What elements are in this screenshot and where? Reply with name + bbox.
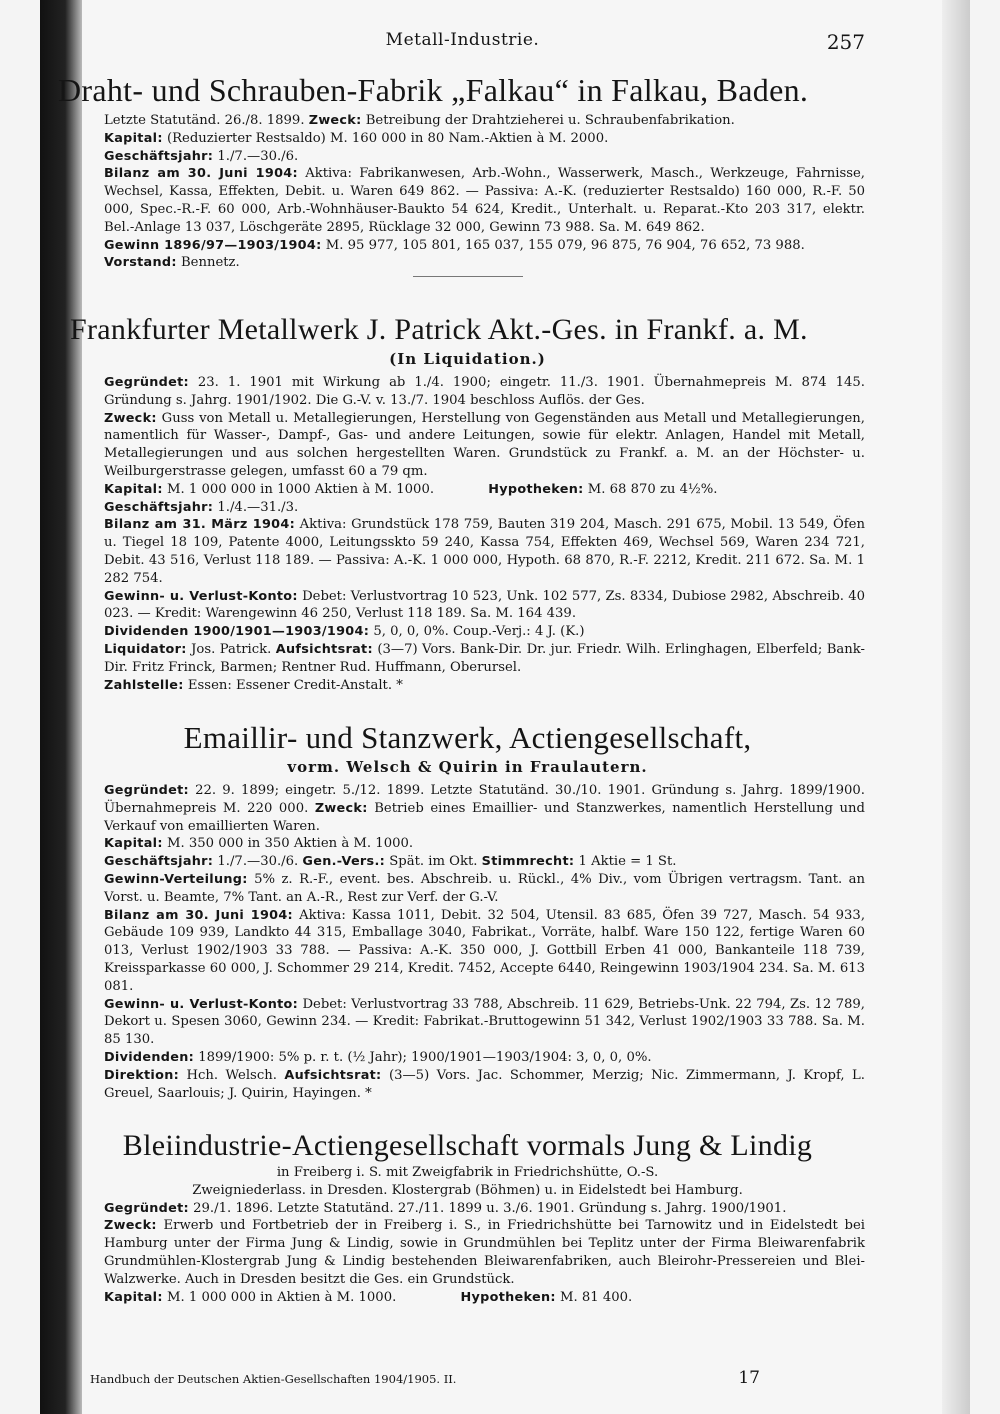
- entry-line: Gewinn 1896/97—1903/1904: M. 95 977, 105 801, 165 037, 155 079, 96 875, 76 904, 76 652, 73 988.: [104, 237, 805, 253]
- entry-line: Zahlstelle: Essen: Essener Credit-Anstalt. *: [104, 677, 403, 693]
- entry-line: Direktion: Hch. Welsch. Aufsichtsrat: (3—5) Vors. Jac. Schommer, Merzig; Nic. Zimmermann, J. Kropf, L. Greuel, Saarlouis; J. Quirin, Hayingen. *: [104, 1067, 865, 1101]
- entry-subtitle-line: in Freiberg i. S. mit Zweigfabrik in Friedrichshütte, O.-S.: [276, 1165, 659, 1180]
- entry-bleiindustrie: [70, 1128, 865, 1306]
- entry-subtitle-line: Zweigniederlass. in Dresden. Klostergrab (Böhmen) u. in Eidelstedt bei Hamburg.: [192, 1182, 743, 1198]
- entry-line: Zweck: Erwerb und Fortbetrieb der in Freiberg i. S., in Friedrichshütte bei Tarnowitz und in Eidelstedt bei Hamburg unter der Firma Jung & Lindig, sowie in Grundmühlen bei Teplitz unter der Firma Bleiwarenfabrik Grundmühlen-Klostergrab Jung & Lindig bestehenden Bleiwarenfabriken, auch Bleirohr-Pressereien und Blei-Walzwerke. Auch in Dresden besitzt die Ges. ein Grundstück.: [104, 1218, 865, 1287]
- entry-line: Gegründet: 22. 9. 1899; eingetr. 5./12. 1899. Letzte Statutänd. 30./10. 1901. Gründung s. Jahrg. 1899/1900. Übernahmepreis M. 220 000. Zweck: Betrieb eines Emaillier- und Stanzwerkes, namentlich Herstellung und Verkauf von emaillierten Waren.: [104, 783, 865, 834]
- entry-line: Geschäftsjahr: 1./7.—30./6.: [104, 148, 299, 164]
- entry-emaillir-stanzwerk: [70, 720, 865, 1102]
- entry-line: Gewinn-Verteilung: 5% z. R.-F., event. bes. Abschreib. u. Rückl., 4% Div., vom Übrigen vertragsm. Tant. an Vorst. u. Beamte, 7% Tant. an A.-R., Rest zur Verf. der G.-V.: [104, 871, 865, 905]
- footer-book-title: Handbuch der Deutschen Aktien-Gesellschaften 1904/1905. II.: [90, 1372, 457, 1386]
- entry-subtitle: (In Liquidation.): [389, 350, 546, 368]
- entry-title: Bleiindustrie-Actiengesellschaft vormals Jung & Lindig: [122, 1129, 813, 1162]
- entry-line: Bilanz am 30. Juni 1904: Aktiva: Fabrikanwesen, Arb.-Wohn., Wasserwerk, Masch., Werkzeuge, Fahrnisse, Wechsel, Kassa, Effekten, Debit. u. Waren 649 862. — Passiva: A.-K. (reduzierter Restsaldo) 160 000, R.-F. 50 000, Spec.-R.-F. 60 000, Arb.-Wohnhäuser-Baukto 54 624, Kredit., Unterhalt. u. Reparat.-Kto 203 317, elektr. Bel.-Anlage 13 037, Löschgeräte 2895, Rücklage 32 000, Gewinn 73 988. Sa. M. 649 862.: [104, 166, 866, 235]
- entry-line: Zweck: Guss von Metall u. Metallegierungen, Herstellung von Gegenständen aus Metall und Metallegierungen, namentlich für Wasser-, Dampf-, Gas- und andere Leitungen, sowie für elektr. Anlagen, Handel mit Metall, Metallegierungen und aus solchen hergestellten Waren. Grundstück zu Frankf. a. M. an der Höchster- u. Weilburgerstrasse gelegen, umfasst 60 a 79 qm.: [104, 410, 865, 479]
- page-footer: [90, 1368, 760, 1388]
- entry-frankfurter-metallwerk: [70, 312, 865, 694]
- entry-title: Frankfurter Metallwerk J. Patrick Akt.-Ges. in Frankf. a. M.: [70, 313, 808, 346]
- entry-line: Kapital: (Reduzierter Restsaldo) M. 160 000 in 80 Nam.-Aktien à M. 2000.: [104, 130, 609, 146]
- entry-line: Kapital: M. 1 000 000 in 1000 Aktien à M. 1000. Hypotheken: M. 68 870 zu 4½%.: [104, 481, 718, 497]
- entry-title: Draht- und Schrauben-Fabrik „Falkau“ in Falkau, Baden.: [58, 72, 809, 108]
- entry-line: Gewinn- u. Verlust-Konto: Debet: Verlustvortrag 33 788, Abschreib. 11 629, Betriebs-Unk. 22 794, Zs. 12 789, Dekort u. Spesen 3060, Gewinn 234. — Kredit: Fabrikat.-Bruttogewinn 51 342, Verlust 1902/1903 33 788. Sa. M. 85 130.: [104, 996, 865, 1048]
- section-divider: [413, 276, 523, 277]
- entry-line: Gewinn- u. Verlust-Konto: Debet: Verlustvortrag 10 523, Unk. 102 577, Zs. 8334, Dubiose 2982, Abschreib. 40 023. — Kredit: Warengewinn 46 250, Verlust 118 189. Sa. M. 164 439.: [104, 588, 865, 622]
- entry-falkau: [58, 72, 866, 283]
- footer-sheet-number: 17: [738, 1368, 760, 1388]
- entry-subtitle: vorm. Welsch & Quirin in Fraulautern.: [287, 758, 648, 776]
- page-number: 257: [826, 30, 865, 54]
- entry-line: Dividenden 1900/1901—1903/1904: 5, 0, 0, 0%. Coup.-Verj.: 4 J. (K.): [104, 624, 585, 640]
- entry-line: Geschäftsjahr: 1./7.—30./6. Gen.-Vers.: Spät. im Okt. Stimmrecht: 1 Aktie = 1 St.: [104, 854, 677, 870]
- entry-line: Kapital: M. 1 000 000 in Aktien à M. 1000. Hypotheken: M. 81 400.: [104, 1289, 633, 1305]
- page-edge-right: [942, 0, 970, 1414]
- entry-line: Vorstand: Bennetz.: [104, 255, 240, 271]
- entry-line: Dividenden: 1899/1900: 5% p. r. t. (½ Jahr); 1900/1901—1903/1904: 3, 0, 0, 0%.: [104, 1049, 652, 1065]
- entry-line: Bilanz am 30. Juni 1904: Aktiva: Kassa 1011, Debit. 32 504, Utensil. 83 685, Öfen 39 727, Masch. 54 933, Gebäude 109 939, Landkto 44 315, Emballage 3040, Fabrikat., Vorräte, halbf. Ware 150 122, fertige Waren 60 013, Verlust 1902/1903 33 788. — Passiva: A.-K. 350 000, J. Gottbill Erben 41 000, Bankanteile 118 739, Kreissparkasse 60 000, J. Schommer 29 214, Kredit. 7452, Accepte 6440, Reingewinn 1903/1904 234. Sa. M. 613 081.: [104, 907, 866, 994]
- entry-line: Gegründet: 23. 1. 1901 mit Wirkung ab 1./4. 1900; eingetr. 11./3. 1901. Übernahmepreis M. 874 145. Gründung s. Jahrg. 1901/1902. Die G.-V. v. 13./7. 1904 beschloss Auflös. der Ges.: [104, 375, 865, 408]
- running-title: Metall-Industrie.: [385, 30, 540, 50]
- entry-line: Geschäftsjahr: 1./4.—31./3.: [104, 499, 299, 515]
- entry-line: Kapital: M. 350 000 in 350 Aktien à M. 1000.: [104, 836, 414, 852]
- entry-line: Gegründet: 29./1. 1896. Letzte Statutänd. 27./11. 1899 u. 3./6. 1901. Gründung s. Jahrg. 1900/1901.: [104, 1200, 787, 1216]
- entry-line: Letzte Statutänd. 26./8. 1899. Zweck: Betreibung der Drahtzieherei u. Schraubenfabrikation.: [104, 113, 735, 128]
- entry-line: Liquidator: Jos. Patrick. Aufsichtsrat: (3—7) Vors. Bank-Dir. Dr. jur. Friedr. Wilh. Erlinghagen, Elberfeld; Bank-Dir. Fritz Frinck, Barmen; Rentner Rud. Huffmann, Oberursel.: [104, 641, 865, 675]
- entry-line: Bilanz am 31. März 1904: Aktiva: Grundstück 178 759, Bauten 319 204, Masch. 291 675, Mobil. 13 549, Öfen u. Tiegel 18 109, Patente 4000, Leitungsskto 59 240, Kassa 754, Effekten 469, Wechsel 569, Waren 234 721, Debit. 43 516, Verlust 118 189. — Passiva: A.-K. 1 000 000, Hypoth. 68 870, R.-F. 2212, Kredit. 211 672. Sa. M. 1 282 754.: [104, 517, 865, 586]
- entry-title: Emaillir- und Stanzwerk, Actiengesellschaft,: [183, 720, 752, 755]
